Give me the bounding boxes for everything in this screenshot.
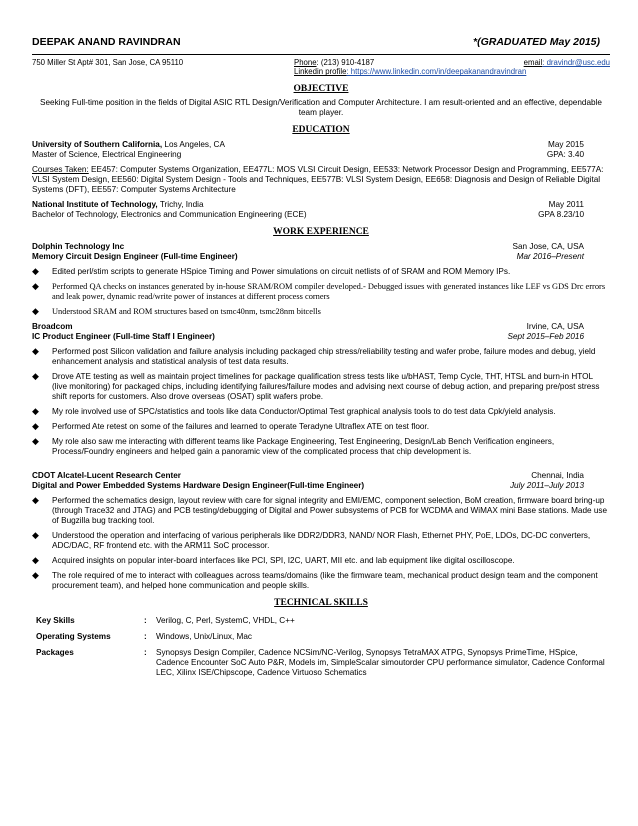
diamond-bullet-icon: ◆ bbox=[32, 371, 39, 382]
job-entry bbox=[32, 471, 610, 591]
job-dates: Sept 2015–Feb 2016 bbox=[507, 332, 584, 342]
job-location: Chennai, India bbox=[531, 471, 584, 481]
objective-text: Seeking Full-time position in the fields of Digital ASIC RTL Design/Verification and Computer Architecture. I am result-oriented and an effective, dependable team player. bbox=[40, 98, 602, 118]
diamond-bullet-icon: ◆ bbox=[32, 280, 39, 291]
courses-list: EE457: Computer Systems Organization, EE477L: MOS VLSI Circuit Design, EE533: Network Processor Design and Programming, EE577A: VLSI System Design, EE560: Digital System Design - Tools and Techniques, EE577B: VLSI System Design, EE658: Diagnosis and Design of Reliable Digital Systems (DFT), EE557: Computer Systems Architecture bbox=[32, 164, 604, 194]
list-item: ◆ Performed post Silicon validation and failure analysis including packaged chip stress/reliability testing and wafer probe, failure modes and debug, yield enhancement analysis and statistical analysis of test data results. bbox=[32, 346, 596, 367]
diamond-bullet-icon: ◆ bbox=[32, 421, 39, 432]
diamond-bullet-icon: ◆ bbox=[32, 306, 39, 317]
job-company: CDOT Alcatel-Lucent Research Center bbox=[32, 471, 181, 481]
list-item: ◆ Understood the operation and interfacing of various peripherals like DDR2/DDR3, NAND/ NOR Flash, Ethernet PHY, PoE, LDOs, DC-DC converters, ADC/DAC, RF frontend etc. with the ARM11 SoC processor. bbox=[32, 530, 591, 551]
email-line bbox=[494, 58, 610, 68]
skill-value: Verilog, C, Perl, SystemC, VHDL, C++ bbox=[156, 615, 295, 625]
candidate-name: DEEPAK ANAND RAVINDRAN bbox=[32, 36, 181, 48]
job-company: Dolphin Technology Inc bbox=[32, 241, 125, 251]
linkedin-block bbox=[32, 67, 610, 77]
diamond-bullet-icon: ◆ bbox=[32, 346, 39, 357]
nit-location: Trichy, India bbox=[157, 199, 204, 209]
graduation-note: *(GRADUATED May 2015) bbox=[473, 36, 600, 48]
usc-heading bbox=[32, 140, 610, 150]
job-dates: Mar 2016–Present bbox=[516, 251, 584, 261]
technical-skills-title: TECHNICAL SKILLS bbox=[274, 598, 368, 609]
skill-value: Windows, Unix/Linux, Mac bbox=[156, 631, 253, 641]
list-item: ◆ Performed the schematics design, layout review with care for signal integrity and EMI/EMC, component selection, BoM creation, firmware board bring-up (through Trace32 and JTAG) and PCB testing/debugging of Digital and Power subsystems of PCB for WCDMA and WiMAX mini Base stations. Made use of Bugzilla bug tracking tool. bbox=[32, 495, 608, 526]
usc-degree-row bbox=[32, 150, 610, 160]
linkedin-line bbox=[294, 67, 610, 77]
resume-page bbox=[32, 36, 610, 678]
diamond-bullet-icon: ◆ bbox=[32, 495, 39, 506]
linkedin-label: Linkedin profile bbox=[294, 67, 347, 77]
header-divider bbox=[32, 54, 610, 55]
diamond-bullet-icon: ◆ bbox=[32, 570, 39, 581]
list-item: ◆ The role required of me to interact with colleagues across teams/domains (like the firmware team, mechanical product design team and the component procurement team), and helped hone communication and people skills. bbox=[32, 570, 598, 591]
list-item: ◆ Performed QA checks on instances generated by in-house SRAM/ROM compiler developed.- Debugged issues with generated instances like LEF vs GDS Drc errors and leak power, dynamic read/write power of instances at different process corners bbox=[32, 280, 606, 301]
skills-row: Operating Systems : Windows, Unix/Linux, Mac bbox=[32, 632, 610, 642]
phone-label: Phone bbox=[294, 57, 317, 67]
phone-number: : (213) 910-4187 bbox=[316, 57, 375, 67]
skill-value: Synopsys Design Compiler, Cadence NCSim/NC-Verilog, Synopsys TetraMAX ATPG, Synopsys PrimeTime, HSpice, Cadence Encounter SoC Auto P&R, Models im, SimpleScalar simoutorder CPU performance simulator, Cadence Conformal LEC, Xilinx ISE/Chipscope, Cadence Virtuoso Schematics bbox=[156, 647, 605, 677]
skill-key: Operating Systems bbox=[36, 631, 111, 641]
nit-heading bbox=[32, 200, 610, 210]
usc-location: Los Angeles, CA bbox=[162, 139, 225, 149]
job-dates: July 2011–July 2013 bbox=[509, 481, 584, 491]
phone-line bbox=[294, 58, 494, 68]
job-role: Digital and Power Embedded Systems Hardware Design Engineer(Full-time Engineer) bbox=[32, 481, 365, 491]
job-role: Memory Circuit Design Engineer (Full-time Engineer) bbox=[32, 251, 238, 261]
list-item: ◆ My role involved use of SPC/statistics and tools like data Conductor/Optimal Test graphical analysis tools to do test data Cpk/yield analysis. bbox=[32, 406, 556, 417]
list-item: ◆ Performed Ate retest on some of the failures and learned to operate Teradyne Ultraflex ATE on test floor. bbox=[32, 421, 429, 432]
diamond-bullet-icon: ◆ bbox=[32, 436, 39, 447]
list-item: ◆ Edited perl/stim scripts to generate HSpice Timing and Power simulations on circuit netlists of of SRAM and ROM Memory IPs. bbox=[32, 265, 511, 276]
email-label: email bbox=[523, 57, 543, 67]
job-location: Irvine, CA, USA bbox=[526, 322, 584, 332]
nit-degree: Bachelor of Technology, Electronics and Communication Engineering (ECE) bbox=[32, 209, 307, 219]
list-item: ◆ Understood SRAM and ROM structures based on tsmc40nm, tsmc28nm bitcells bbox=[32, 306, 321, 317]
job-role: IC Product Engineer (Full-time Staff I Engineer) bbox=[32, 332, 215, 342]
linkedin-link[interactable]: : https://www.linkedin.com/in/deepakanandravindran bbox=[346, 67, 527, 77]
list-item: ◆ My role also saw me interacting with different teams like Package Engineering, Test Engineering, Design/Lab Bench Verification engineers, Process/Foundry engineers and helped gain a panoramic view of the complicated process that chip development is. bbox=[32, 436, 555, 457]
resume-header bbox=[32, 36, 610, 49]
usc-gpa: GPA: 3.40 bbox=[546, 149, 584, 159]
address: 750 Miller St Apt# 301, San Jose, CA 95110 bbox=[32, 57, 184, 67]
job-location: San Jose, CA, USA bbox=[512, 241, 584, 251]
skill-key: Packages bbox=[36, 647, 74, 657]
usc-school: University of Southern California, bbox=[32, 139, 163, 149]
education-title: EDUCATION bbox=[292, 125, 350, 136]
list-item: ◆ Drove ATE testing as well as maintain project timelines for package qualification stress tests like u/bHAST, Temp Cycle, THT, HTSL and burn-in HTOL (live monitoring) for packaged chips, including identifying failures/failure modes and advising next course of debug action, and preparing pre/post stress shift reports for customers. Also drove overseas (OSAT) split wafers probe. bbox=[32, 371, 600, 402]
job-entry bbox=[32, 322, 610, 457]
courses-label: Courses Taken: bbox=[32, 164, 89, 174]
contact-block bbox=[32, 58, 610, 68]
usc-courses bbox=[32, 165, 610, 195]
skills-row: Key Skills : Verilog, C, Perl, SystemC, VHDL, C++ bbox=[32, 616, 610, 626]
email-link[interactable]: : dravindr@usc.edu bbox=[542, 57, 610, 67]
nit-gpa: GPA 8.23/10 bbox=[538, 209, 584, 219]
job-company: Broadcom bbox=[32, 322, 73, 332]
usc-date: May 2015 bbox=[548, 139, 584, 149]
skills-row: Packages : Synopsys Design Compiler, Cadence NCSim/NC-Verilog, Synopsys TetraMAX ATPG, Synopsys PrimeTime, HSpice, Cadence Encounter SoC Auto P&R, Models im, SimpleScalar simoutorder CPU performance simulator, Cadence Conformal LEC, Xilinx ISE/Chipscope, Cadence Virtuoso Schematics bbox=[32, 648, 610, 678]
diamond-bullet-icon: ◆ bbox=[32, 555, 39, 566]
work-experience-title: WORK EXPERIENCE bbox=[273, 226, 369, 237]
diamond-bullet-icon: ◆ bbox=[32, 530, 39, 541]
nit-date: May 2011 bbox=[548, 199, 584, 209]
list-item: ◆ Acquired insights on popular inter-board interfaces like PCI, SPI, I2C, UART, MII etc. and lab equipment like digital oscilloscope. bbox=[32, 555, 515, 566]
diamond-bullet-icon: ◆ bbox=[32, 406, 39, 417]
diamond-bullet-icon: ◆ bbox=[32, 265, 39, 276]
skill-key: Key Skills bbox=[36, 615, 75, 625]
objective-title: OBJECTIVE bbox=[293, 83, 349, 94]
job-entry bbox=[32, 242, 610, 318]
nit-degree-row bbox=[32, 210, 610, 220]
usc-degree: Master of Science, Electrical Engineering bbox=[32, 149, 182, 159]
nit-school: National Institute of Technology, bbox=[32, 199, 158, 209]
